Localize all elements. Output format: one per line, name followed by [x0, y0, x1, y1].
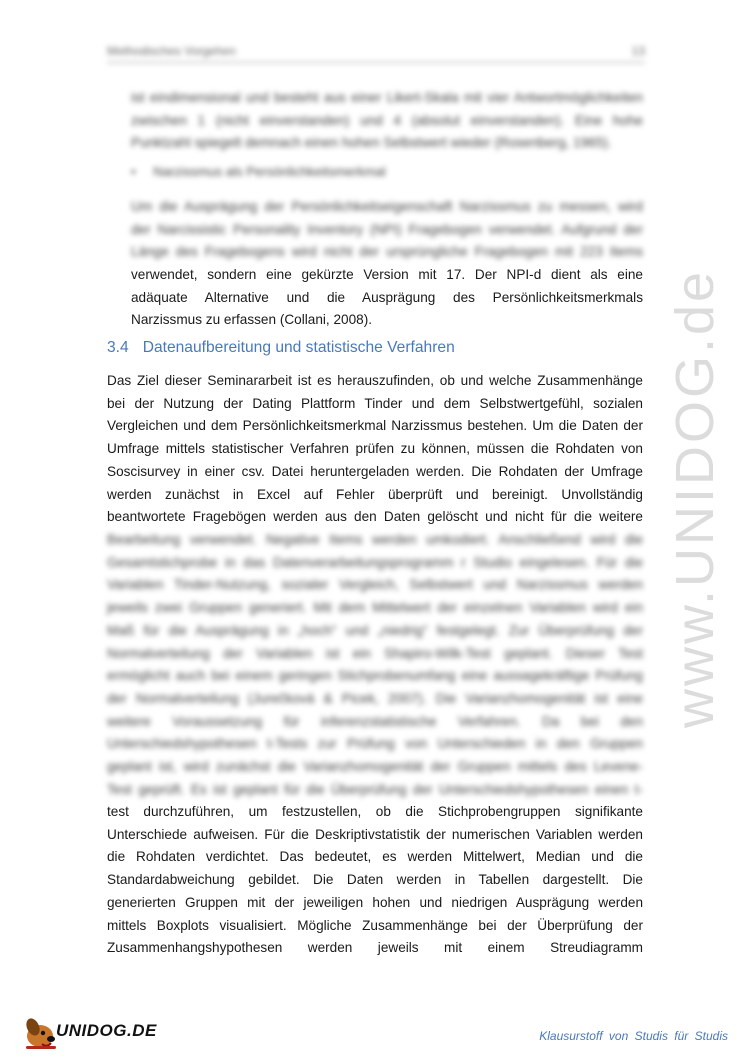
text-line: ermöglicht auch bei einem geringen Stichprobenumfang eine aussagekräftige Prüfung — [107, 668, 643, 684]
watermark-text: www.UNIDOG.de — [665, 268, 725, 728]
text-line: verwendet, sondern eine gekürzte Version mit 17. Der NPI-d dient als eine — [131, 267, 643, 282]
text-line: Standardabweichung gebildet. Die Daten werden in Tabellen dargestellt. Die — [107, 872, 643, 888]
text-line: geplant ist, wird zunächst die Varianzhomogenität der Gruppen mittels des Levene- — [107, 759, 643, 775]
text-line: werden zunächst in Excel auf Fehler überprüft und bereinigt. Unvollständig — [107, 486, 643, 502]
intro-paragraph — [131, 87, 643, 155]
text-line: Zusammenhangshypothesen werden jeweils mit einem Streudiagramm — [107, 940, 643, 956]
header-section-title: Methodisches Vorgehen — [107, 44, 236, 58]
watermark — [655, 258, 750, 728]
text-line: Unterschiede aufweisen. Für die Deskriptivstatistik der numerischen Variablen werden — [107, 826, 643, 842]
text-line: mittels Boxplots visualisiert. Mögliche Zusammenhänge bei der Überprüfung der — [107, 917, 643, 933]
text-line: der Narcissistic Personality Inventory (NPI) Fragebogen verwendet. Aufgrund der — [131, 221, 643, 237]
text-line: jeweils zwei Gruppen generiert. Mit dem Mittelwert der einzelnen Variablen wird ein — [107, 600, 643, 616]
text-line: Unterschiedshypothesen t-Tests zur Prüfung von Unterschieden in den Gruppen — [107, 736, 643, 752]
text-line: weitere Voraussetzung für inferenzstatistische Verfahren. Da bei den — [107, 713, 643, 729]
logo-text: UNIDOG.DE — [56, 1021, 157, 1040]
body-paragraph-top — [107, 370, 643, 529]
text-line: Test geprüft. Es ist geplant für die Überprüfung der Unterschiedshypothesen einen t- — [107, 781, 643, 797]
text-line: Maß für die Ausprägung in „hoch“ und „niedrig“ festgelegt. Zur Überprüfung der — [107, 622, 643, 638]
text-line: Narzissmus zu erfassen (Collani, 2008). — [131, 312, 373, 328]
text-line: Soscisurvey in einer csv. Datei heruntergeladen werden. Die Rohdaten der Umfrage — [107, 463, 643, 479]
text-line: Bearbeitung verwendet. Negative Items werden umkodiert. Anschließend wird die — [107, 532, 643, 547]
text-line: der Normalverteilung (Jurečková & Picek, 2007). Die Varianzhomogenität ist eine — [107, 690, 643, 706]
bullet-text: Narzissmus als Persönlichkeitsmerkmal — [153, 164, 386, 179]
text-line: Um die Ausprägung der Persönlichkeitseigenschaft Narzissmus zu messen, wird — [131, 199, 643, 214]
text-line: Punktzahl spiegelt demnach einen hohen Selbstwert wieder (Rosenberg, 1965). — [131, 135, 612, 151]
text-line: Vergleichen und dem Persönlichkeitsmerkmal Narzissmus bestehen. Um die Daten der — [107, 418, 643, 434]
text-line: beantwortete Fragebögen werden aus den Daten gelöscht und nicht für die weitere — [107, 509, 643, 525]
section-heading — [107, 339, 455, 357]
text-line: generierten Gruppen mit der jeweiligen hohen und niedrigen Ausprägung werden — [107, 894, 643, 910]
npi-paragraph — [131, 264, 643, 332]
body-paragraph-bottom — [107, 801, 643, 960]
text-line: Das Ziel dieser Seminararbeit ist es herauszufinden, ob und welche Zusammenhänge — [107, 373, 643, 388]
page-header — [107, 42, 645, 63]
bullet-marker: • — [131, 164, 136, 179]
bullet-item — [131, 164, 386, 179]
npi-paragraph-blurred — [131, 196, 643, 264]
header-page-number: 13 — [631, 44, 645, 58]
section-title: Datenaufbereitung und statistische Verfahren — [142, 339, 455, 356]
text-line: die Rohdaten verdichtet. Das bedeutet, es werden Mittelwert, Median und die — [107, 849, 643, 865]
text-line: Gesamtstichprobe in das Datenverarbeitungsprogramm r Studio eingelesen. Für die — [107, 554, 643, 570]
text-line: Normalverteilung der Variablen ist ein Shapiro-Wilk-Test geplant. Dieser Test — [107, 645, 643, 661]
text-line: adäquate Alternative und die Ausprägung des Persönlichkeitsmerkmals — [131, 289, 643, 305]
text-line: ist eindimensional und besteht aus einer Likert-Skala mit vier Antwortmöglichkeiten — [131, 90, 643, 105]
text-line: Umfrage mittels statistischer Verfahren prüfen zu können, müssen die Rohdaten von — [107, 441, 643, 457]
text-line: bei der Nutzung der Dating Plattform Tinder und dem Selbstwertgefühl, sozialen — [107, 395, 643, 411]
footer-tagline: Klausurstoff von Studis für Studis — [539, 1029, 728, 1043]
text-line: Variablen Tinder-Nutzung, sozialer Vergleich, Selbstwert und Narzissmus werden — [107, 577, 643, 593]
body-paragraph-blurred — [107, 529, 643, 801]
text-line: zwischen 1 (nicht einverstanden) und 4 (absolut einverstanden). Eine hohe — [131, 112, 643, 128]
section-number: 3.4 — [107, 339, 129, 356]
text-line: Länge des Fragebogens wird nicht der ursprüngliche Fragebogen mit 223 Items — [131, 244, 643, 260]
text-line: test durchzuführen, um festzustellen, ob die Stichprobengruppen signifikante — [107, 804, 643, 819]
